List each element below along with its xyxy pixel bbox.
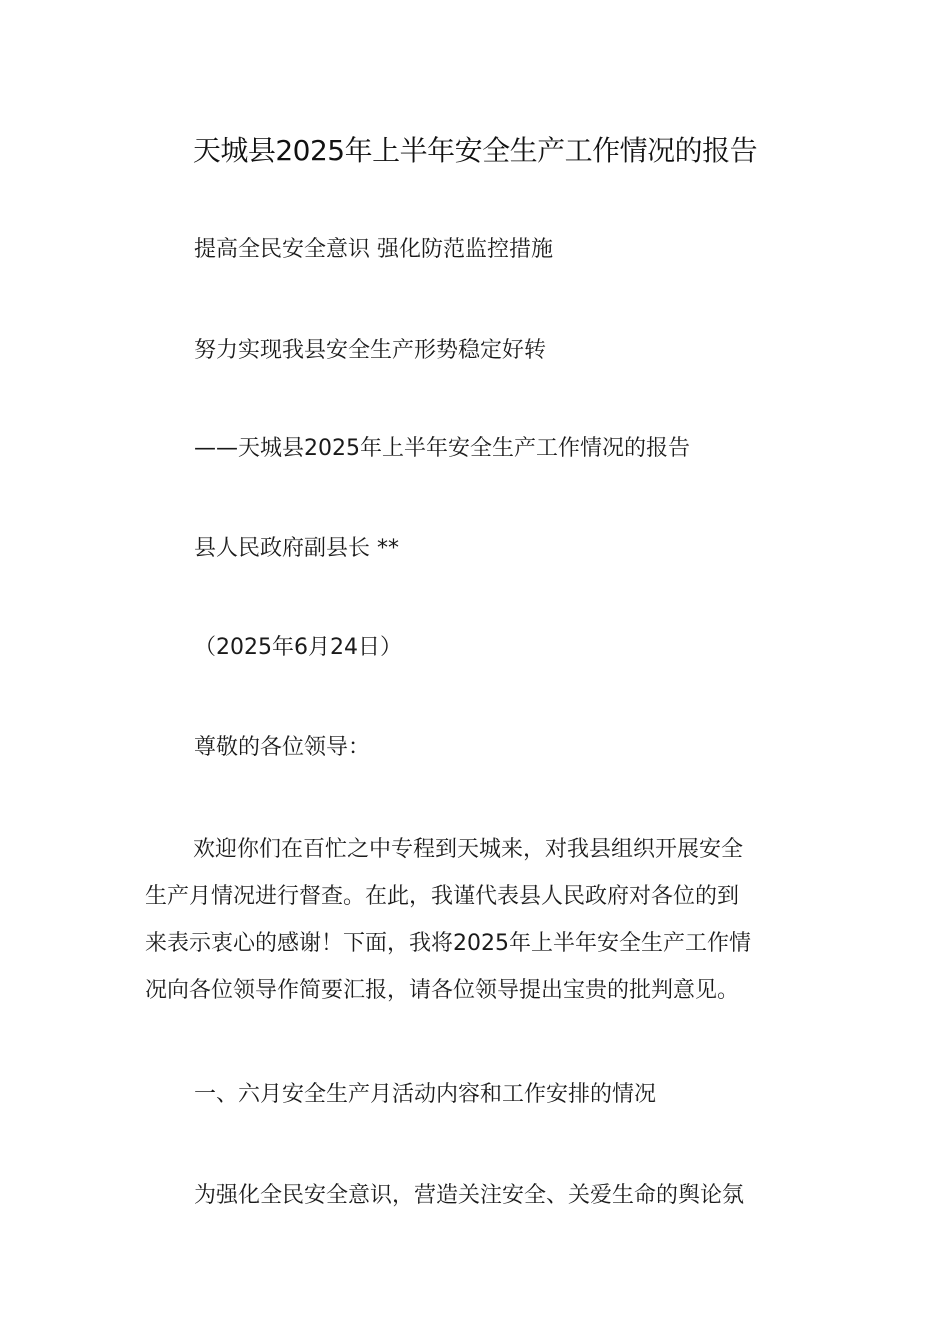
paragraph-1-line: 生产月情况进行督查。在此，我谨代表县人民政府对各位的到 bbox=[145, 884, 740, 909]
paragraph-1-line: 况向各位领导作简要汇报，请各位领导提出宝贵的批判意见。 bbox=[145, 978, 740, 1003]
date-line: （2025年6月24日） bbox=[194, 635, 402, 660]
document-title: 天城县2025年上半年安全生产工作情况的报告 bbox=[192, 134, 758, 167]
paragraph-2-start: 为强化全民安全意识，营造关注安全、关爱生命的舆论氛 bbox=[194, 1183, 745, 1208]
salutation: 尊敬的各位领导： bbox=[194, 735, 371, 760]
section-1-heading: 一、六月安全生产月活动内容和工作安排的情况 bbox=[194, 1082, 657, 1107]
subtitle-line-3: ——天城县2025年上半年安全生产工作情况的报告 bbox=[194, 436, 690, 461]
paragraph-1 bbox=[145, 826, 811, 1014]
paragraph-1-line: 来表示衷心的感谢！下面，我将2025年上半年安全生产工作情 bbox=[145, 931, 751, 956]
author-line: 县人民政府副县长 ** bbox=[194, 536, 399, 561]
subtitle-line-1: 提高全民安全意识 强化防范监控措施 bbox=[194, 237, 553, 262]
paragraph-1-line: 欢迎你们在百忙之中专程到天城来，对我县组织开展安全 bbox=[193, 837, 744, 862]
subtitle-line-2: 努力实现我县安全生产形势稳定好转 bbox=[194, 338, 547, 363]
